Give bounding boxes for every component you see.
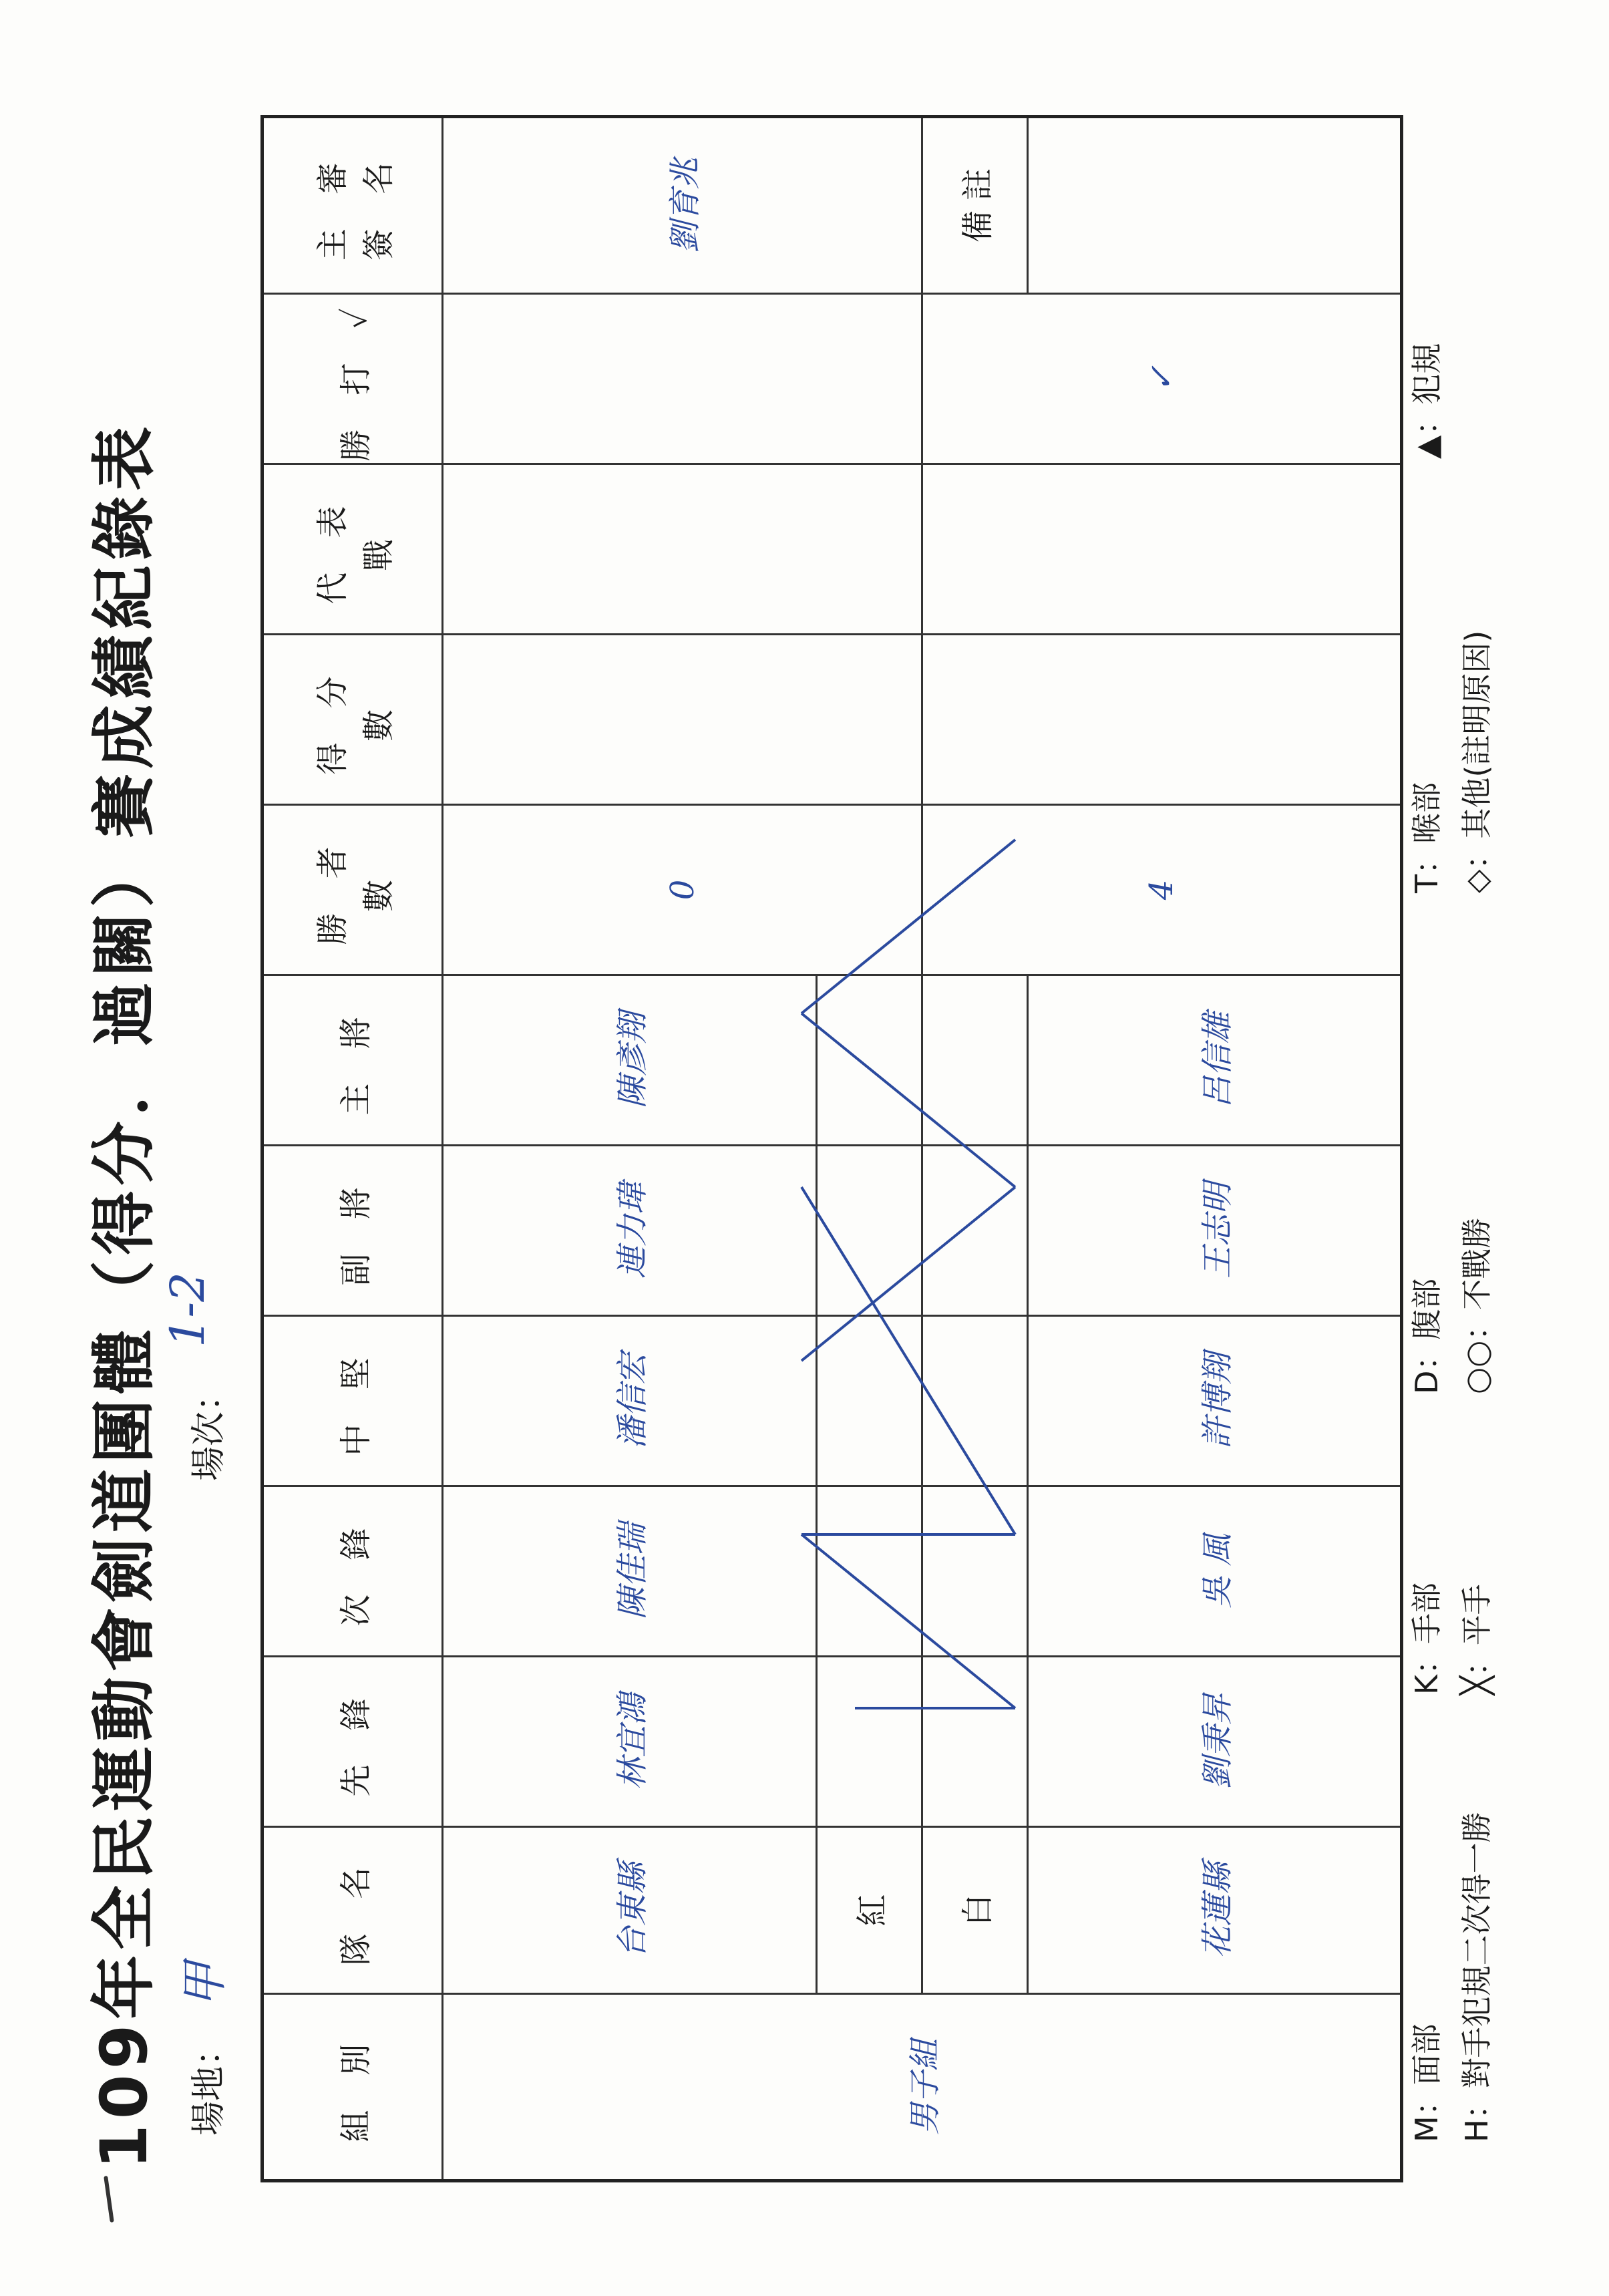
legend-t: T：喉部 (1409, 782, 1445, 893)
header-wins: 勝 者 數 (262, 805, 443, 975)
legend-triangle: ▲：犯規 (1409, 343, 1445, 459)
white-representative (922, 464, 1402, 635)
header-representative: 代 表 戰 (262, 464, 443, 635)
header-referee: 主 審 簽 名 (262, 117, 443, 294)
legend-oo: ○○：不戰勝 (1459, 1217, 1495, 1394)
white-wins: 4 (922, 805, 1402, 975)
white-team-name: 花蓮縣 (1028, 1827, 1402, 1994)
white-vice-captain-score (922, 1146, 1028, 1316)
dash-mark (104, 2176, 114, 2223)
white-label: 白 (922, 1827, 1028, 1994)
header-vanguard: 先 鋒 (262, 1657, 443, 1827)
red-vanguard: 林宜鴻 (443, 1657, 817, 1827)
legend-h: H：對手犯規二次得一勝 (1459, 1812, 1495, 2142)
red-captain-score (817, 975, 922, 1146)
header-vice-captain: 副 將 (262, 1146, 443, 1316)
white-captain-score (922, 975, 1028, 1146)
white-second: 吳 風 (1028, 1486, 1402, 1657)
red-center-score (817, 1316, 922, 1486)
handwritten-round: 1-2 (160, 1272, 215, 1347)
header-group: 組 別 (262, 1994, 443, 2181)
red-label: 紅 (817, 1827, 922, 1994)
legend-k: K：手部 (1409, 1582, 1445, 1695)
remarks-value (1028, 117, 1402, 294)
group-value: 男子組 (443, 1994, 1402, 2181)
handwritten-venue: 甲 (177, 1962, 232, 2009)
red-vice-captain-score (817, 1146, 922, 1316)
red-points (443, 635, 922, 805)
header-center: 中 堅 (262, 1316, 443, 1486)
white-center: 許博翔 (1028, 1316, 1402, 1486)
white-vanguard: 劉秉昇 (1028, 1657, 1402, 1827)
legend-m: M：面部 (1409, 2023, 1445, 2142)
white-center-score (922, 1316, 1028, 1486)
red-center: 潘信宏 (443, 1316, 817, 1486)
white-vanguard-score (922, 1657, 1028, 1827)
white-vice-captain: 王志明 (1028, 1146, 1402, 1316)
white-win-mark: ✓ (922, 294, 1402, 464)
legend-x: ╳：平手 (1459, 1584, 1495, 1695)
white-points (922, 635, 1402, 805)
venue-label: 場地： (189, 2031, 229, 2136)
white-captain: 呂信雄 (1028, 975, 1402, 1146)
referee-signature: 劉育兆 (443, 117, 922, 294)
score-table (260, 115, 1403, 2182)
header-captain: 主 將 (262, 975, 443, 1146)
red-team-name: 台東縣 (443, 1827, 817, 1994)
legend-diamond: ◇：其他(註明原因) (1459, 630, 1495, 893)
round-label: 場次： (189, 1376, 229, 1481)
red-vice-captain: 連力瑋 (443, 1146, 817, 1316)
header-points: 得 分 數 (262, 635, 443, 805)
remarks-label: 備 註 (922, 117, 1028, 294)
white-second-score (922, 1486, 1028, 1657)
red-win-mark (443, 294, 922, 464)
red-representative (443, 464, 922, 635)
red-second-score (817, 1486, 922, 1657)
header-team: 隊 名 (262, 1827, 443, 1994)
header-win-mark: 勝 打 ✓ (262, 294, 443, 464)
red-captain: 陳彥翔 (443, 975, 817, 1146)
red-second: 陳佳瑞 (443, 1486, 817, 1657)
red-wins: 0 (443, 805, 922, 975)
legend-d: D：腹部 (1409, 1278, 1445, 1394)
page-title: 109年全民運動會劍道團體（得分．過關）賽成績紀錄表 (87, 421, 162, 2169)
header-second: 次 鋒 (262, 1486, 443, 1657)
red-vanguard-score (817, 1657, 922, 1827)
